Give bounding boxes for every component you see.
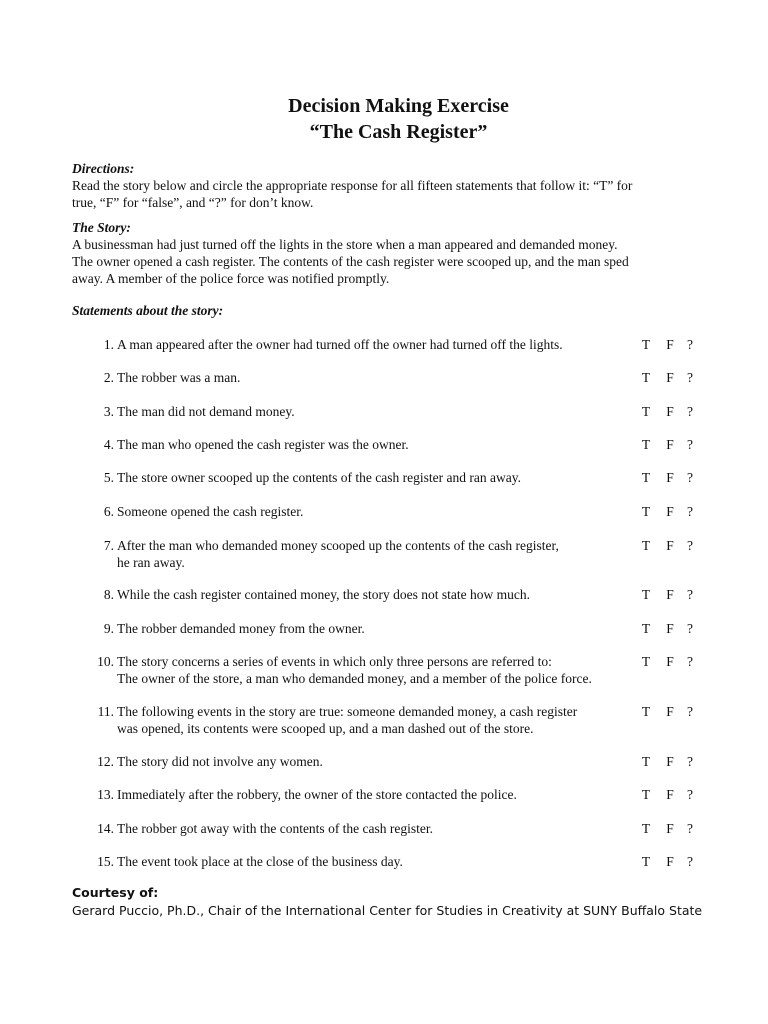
option-false: F <box>666 754 674 769</box>
option-unknown: ? <box>687 587 693 602</box>
option-false: F <box>666 704 674 719</box>
statement-text: The story did not involve any women. <box>117 754 323 769</box>
option-unknown: ? <box>687 654 693 669</box>
statement-text: The store owner scooped up the contents of the cash register and ran away. <box>117 470 521 485</box>
option-unknown: ? <box>687 470 693 485</box>
directions-text: Read the story below and circle the appropriate response for all fifteen statements that follow it: “T” for true, “F” for “false”, and “?” for don’t know. <box>72 178 633 210</box>
statement-number: 5. <box>103 470 114 485</box>
story-section <box>72 219 722 287</box>
option-true: T <box>641 854 651 869</box>
statement-number: 13. <box>97 787 114 802</box>
document-title: Decision Making Exercise <box>288 95 509 117</box>
option-false: F <box>666 621 674 636</box>
option-false: F <box>666 787 674 802</box>
option-false: F <box>666 337 674 352</box>
option-true: T <box>641 587 651 602</box>
statement-number: 15. <box>97 854 114 869</box>
option-true: T <box>641 504 651 519</box>
statement-text: The robber demanded money from the owner. <box>117 621 365 636</box>
statement-number: 9. <box>103 621 114 636</box>
statement-number: 10. <box>97 654 114 669</box>
story-heading: The Story: <box>72 220 131 235</box>
statement-number: 1. <box>103 337 114 352</box>
statements-section <box>72 302 722 319</box>
option-true: T <box>641 787 651 802</box>
option-unknown: ? <box>687 504 693 519</box>
story-text: A businessman had just turned off the lights in the store when a man appeared and demanded money. The owner opened a cash register. The contents of the cash register were scooped up, and the man sped away. A member of the police force was notified promptly. <box>72 237 629 286</box>
option-unknown: ? <box>687 337 693 352</box>
option-false: F <box>666 370 674 385</box>
option-unknown: ? <box>687 621 693 636</box>
option-false: F <box>666 437 674 452</box>
courtesy-heading: Courtesy of: <box>72 885 159 900</box>
statement-text: The event took place at the close of the business day. <box>117 854 403 869</box>
statement-text: The robber was a man. <box>117 370 241 385</box>
directions-heading: Directions: <box>72 161 135 176</box>
option-unknown: ? <box>687 821 693 836</box>
option-true: T <box>641 370 651 385</box>
option-true: T <box>641 704 651 719</box>
option-true: T <box>641 654 651 669</box>
statement-number: 14. <box>97 821 114 836</box>
option-true: T <box>641 754 651 769</box>
option-true: T <box>641 404 651 419</box>
option-true: T <box>641 621 651 636</box>
statement-number: 3. <box>103 404 114 419</box>
option-unknown: ? <box>687 754 693 769</box>
option-unknown: ? <box>687 404 693 419</box>
option-true: T <box>641 538 651 553</box>
statement-text: While the cash register contained money, the story does not state how much. <box>117 587 531 602</box>
option-false: F <box>666 404 674 419</box>
statement-number: 12. <box>97 754 114 769</box>
option-true: T <box>641 821 651 836</box>
option-true: T <box>641 437 651 452</box>
statement-number: 4. <box>103 437 114 452</box>
option-false: F <box>666 504 674 519</box>
statement-number: 11. <box>97 704 114 719</box>
statement-number: 6. <box>103 504 114 519</box>
option-unknown: ? <box>687 538 693 553</box>
option-true: T <box>641 337 651 352</box>
statement-text: The robber got away with the contents of the cash register. <box>117 821 434 836</box>
courtesy-credit: Gerard Puccio, Ph.D., Chair of the International Center for Studies in Creativity at SUNY Buffalo State <box>72 903 703 918</box>
option-false: F <box>666 654 674 669</box>
option-unknown: ? <box>687 370 693 385</box>
document-subtitle: “The Cash Register” <box>309 121 488 143</box>
statements-heading: Statements about the story: <box>72 303 224 318</box>
statement-number: 7. <box>103 538 114 553</box>
option-true: T <box>641 470 651 485</box>
statement-number: 2. <box>103 370 114 385</box>
option-unknown: ? <box>687 704 693 719</box>
courtesy-section <box>72 884 762 920</box>
statement-text: After the man who demanded money scooped up the contents of the cash register, he ran away. <box>117 538 559 570</box>
statement-text: Immediately after the robbery, the owner of the store contacted the police. <box>117 787 517 802</box>
option-unknown: ? <box>687 787 693 802</box>
directions-section <box>72 160 722 211</box>
statement-text: The man who opened the cash register was the owner. <box>117 437 409 452</box>
statement-text: The man did not demand money. <box>117 404 295 419</box>
statement-text: The following events in the story are true: someone demanded money, a cash register was opened, its contents were scooped up, and a man dashed out of the store. <box>117 704 578 736</box>
statement-number: 8. <box>103 587 114 602</box>
option-false: F <box>666 587 674 602</box>
statement-text: The story concerns a series of events in which only three persons are referred to: The owner of the store, a man who demanded money, and a member of the police force. <box>117 654 592 686</box>
option-false: F <box>666 854 674 869</box>
option-unknown: ? <box>687 437 693 452</box>
option-false: F <box>666 538 674 553</box>
title-block <box>0 93 768 145</box>
option-unknown: ? <box>687 854 693 869</box>
statement-text: A man appeared after the owner had turned off the owner had turned off the lights. <box>117 337 563 352</box>
statement-text: Someone opened the cash register. <box>117 504 304 519</box>
option-false: F <box>666 470 674 485</box>
option-false: F <box>666 821 674 836</box>
